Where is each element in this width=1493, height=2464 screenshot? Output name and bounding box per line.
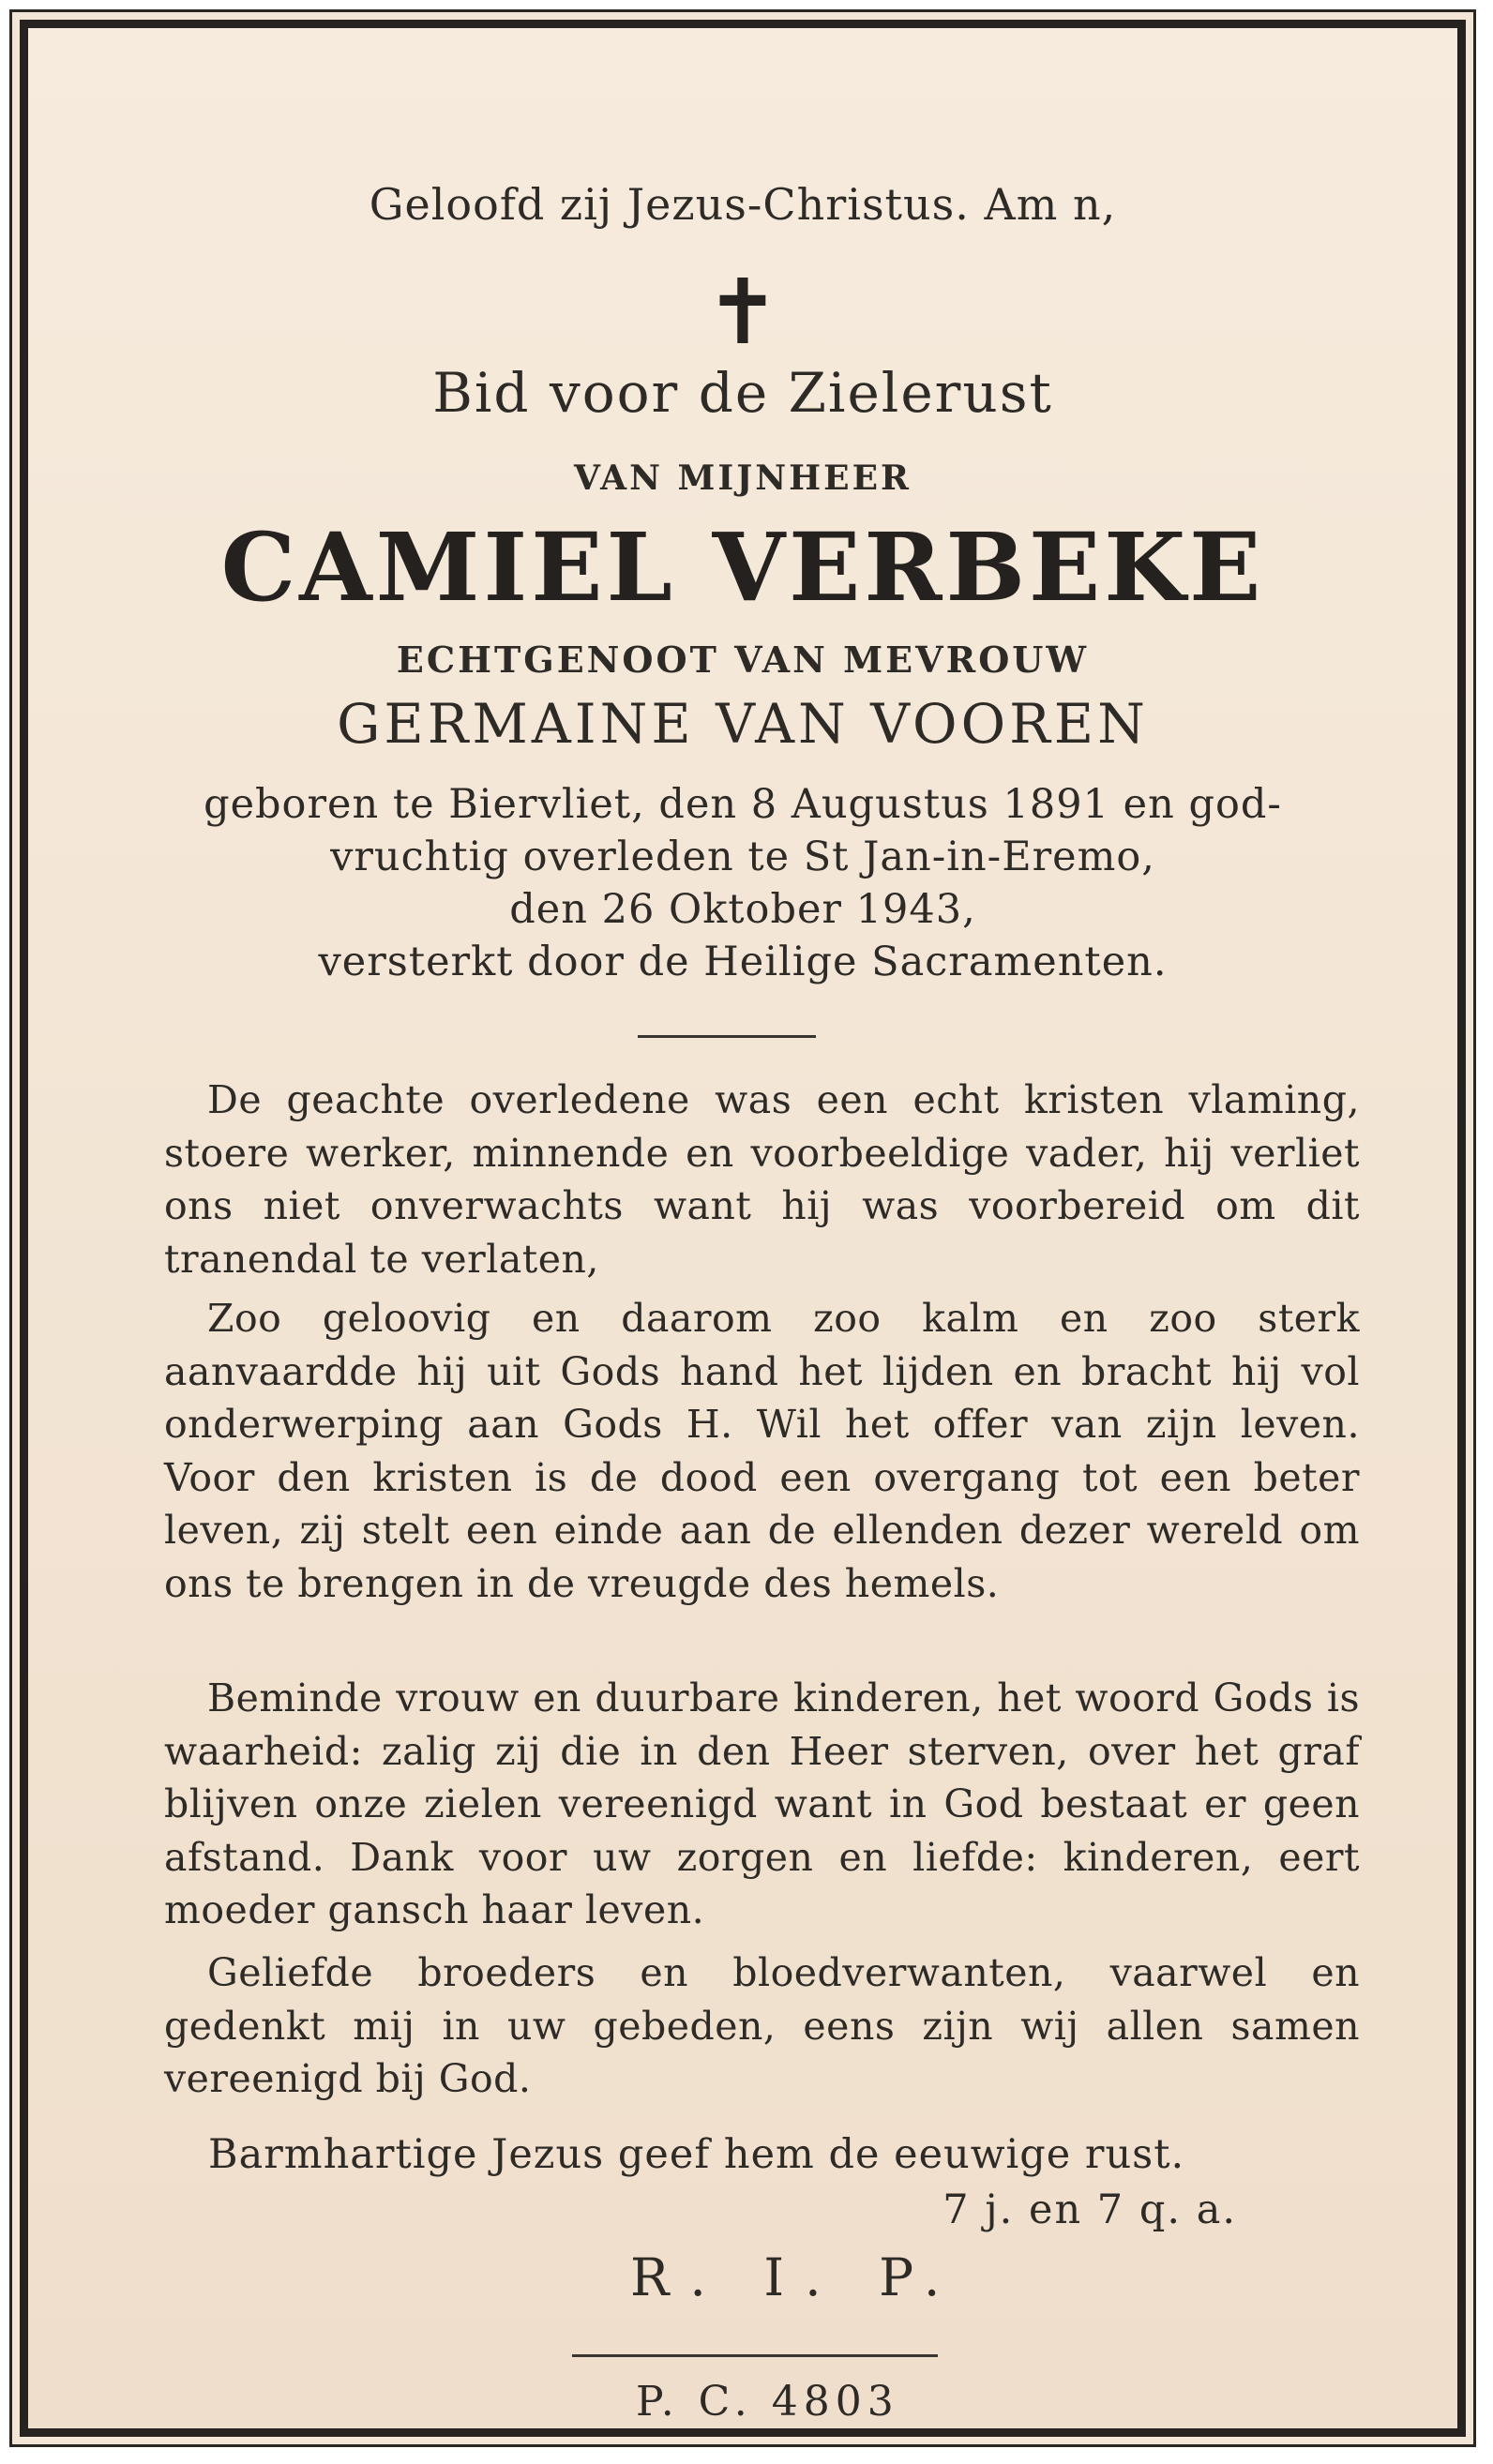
- paragraph-farewell: [164, 1946, 1360, 2106]
- memorial-card: [9, 9, 1476, 2447]
- printer-code: P. C. 4803: [636, 2378, 899, 2426]
- card-black-border: [20, 20, 1466, 2437]
- paragraph-text: De geachte overledene was een echt kristen vlaming, stoere werker, minnende en voorbeeldige vader, hij verliet ons niet onverwachts want hij was voorbereid om dit tranendal te verlaten,: [164, 1077, 1360, 1282]
- honorific: VAN MIJNHEER: [574, 458, 912, 498]
- biography: [28, 778, 1457, 988]
- bio-line: geboren te Biervliet, den 8 Augustus 1891 en god-: [204, 781, 1282, 828]
- bio-line: den 26 Oktober 1943,: [509, 886, 976, 933]
- divider-long: [572, 2354, 938, 2357]
- paragraph-text: Zoo geloovig en daarom zoo kalm en zoo sterk aanvaardde hij uit Gods hand het lijden en bracht hij vol onderwerping aan Gods H. Wil het offer van zijn leven. Voor den kristen is de dood een overgang tot een beter leven, zij stelt een einde aan de ellenden dezer wereld om ons te brengen in de vreugde des hemels.: [164, 1296, 1360, 1606]
- paragraph-text: Beminde vrouw en duurbare kinderen, het woord Gods is waarheid: zalig zij die in den Heer sterven, over het graf blijven onze zielen vereenigd want in God bestaat er geen afstand. Dank voor uw zorgen en liefde: kinderen, eert moeder gansch haar leven.: [164, 1675, 1360, 1932]
- prayer-request: Bid voor de Zielerust: [432, 361, 1053, 425]
- paragraph-faith: [164, 1292, 1360, 1610]
- deceased-name: CAMIEL VERBEKE: [220, 512, 1265, 623]
- paragraph-tribute: [164, 1074, 1360, 1285]
- spouse-label: ECHTGENOOT VAN MEVROUW: [396, 639, 1090, 681]
- bio-line: vruchtig overleden te St Jan-in-Eremo,: [330, 834, 1155, 880]
- cross-icon: ✝: [704, 260, 781, 365]
- paragraph-family: [164, 1672, 1360, 1937]
- spouse-name: GERMAINE VAN VOOREN: [337, 692, 1149, 756]
- rip-text: R. I. P.: [630, 2247, 961, 2307]
- opening-prayer: Geloofd zij Jezus-Christus. Am n,: [369, 179, 1117, 230]
- closing-prayer: Barmhartige Jezus geef hem de eeuwige rust.: [208, 2131, 1185, 2178]
- bio-line: versterkt door de Heilige Sacramenten.: [318, 939, 1168, 985]
- indulgence-note: 7 j. en 7 q. a.: [943, 2186, 1237, 2233]
- divider-short: [638, 1035, 816, 1038]
- paragraph-text: Geliefde broeders en bloedverwanten, vaarwel en gedenkt mij in uw gebeden, eens zijn wij allen samen vereenigd bij God.: [164, 1950, 1360, 2101]
